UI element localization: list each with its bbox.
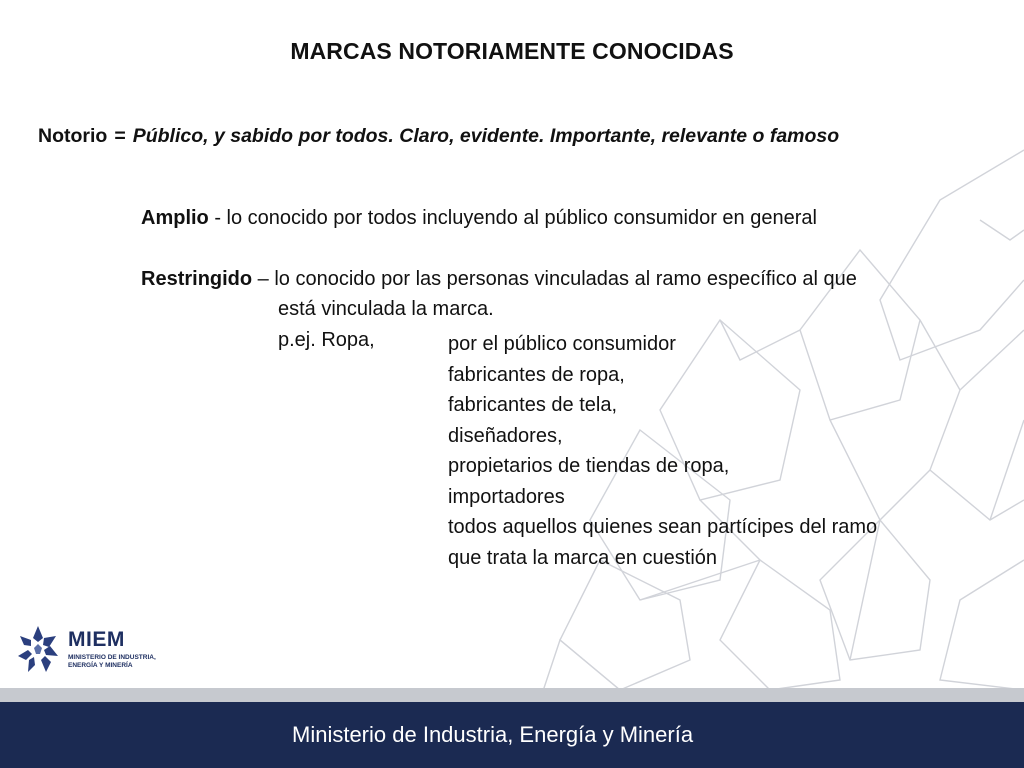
list-item: propietarios de tiendas de ropa, (448, 455, 730, 477)
restringido-term: Restringido (141, 268, 253, 290)
footer-text: Ministerio de Industria, Energía y Minería (292, 722, 694, 747)
example-list (448, 329, 877, 573)
example-label: p.ej. Ropa, (278, 329, 375, 351)
logo-subtitle (68, 654, 168, 670)
list-item: que trata la marca en cuestión (448, 546, 718, 569)
restringido-text: – lo conocido por las personas vinculadas al ramo específico al que (252, 268, 857, 290)
amplio-term: Amplio (141, 207, 209, 229)
amplio-text: - lo conocido por todos incluyendo al público consumidor en general (208, 207, 817, 229)
slide-title: MARCAS NOTORIAMENTE CONOCIDAS (290, 38, 734, 64)
list-item: fabricantes de tela, (448, 394, 617, 416)
list-item: fabricantes de ropa, (448, 363, 625, 386)
list-item: todos aquellos quienes sean partícipes del ramo (448, 516, 878, 538)
star-flower-icon (12, 622, 64, 678)
logo-subtitle-line1: MINISTERIO DE INDUSTRIA, (68, 654, 156, 661)
list-item: por el público consumidor (448, 333, 676, 355)
restringido-paragraph (141, 268, 857, 291)
definition-term: Notorio (38, 125, 108, 147)
footer-bar (0, 702, 1024, 768)
restringido-continuation: está vinculada la marca. (278, 298, 494, 320)
list-item: importadores (448, 485, 565, 508)
amplio-paragraph (141, 207, 817, 230)
definition-equals: = (114, 125, 126, 147)
logo-subtitle-line2: ENERGÍA Y MINERÍA (68, 662, 133, 669)
list-item: diseñadores, (448, 424, 563, 447)
logo-name: MIEM (68, 628, 125, 651)
miem-logo (12, 622, 162, 682)
footer-stripe (0, 688, 1024, 702)
definition-meaning: Público, y sabido por todos. Claro, evidente. Importante, relevante o famoso (132, 125, 840, 147)
definition-line (38, 125, 839, 148)
